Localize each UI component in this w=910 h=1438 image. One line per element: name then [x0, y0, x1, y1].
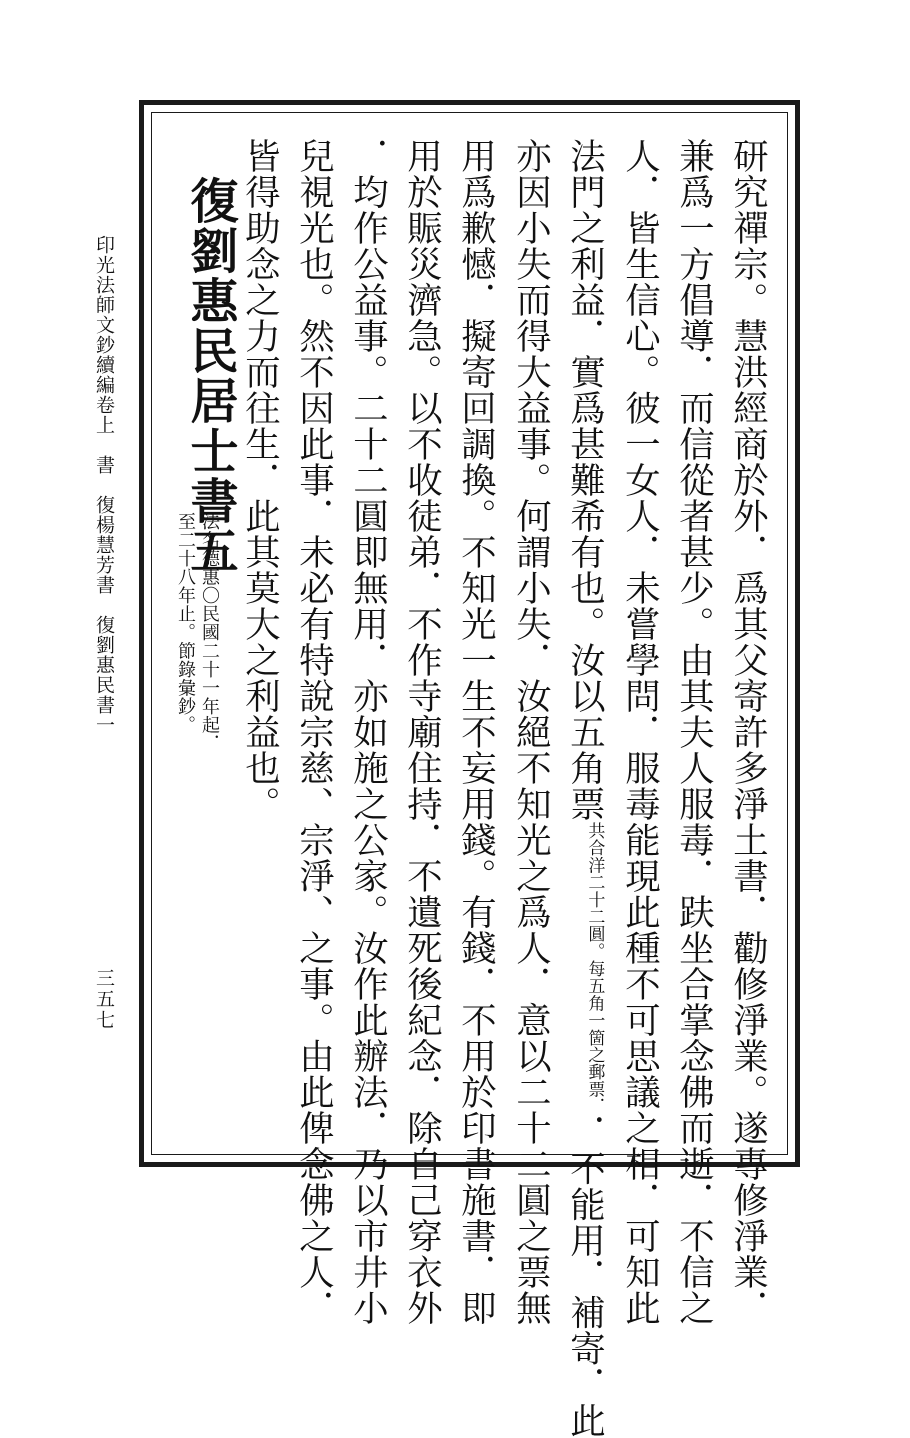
running-head: 印光法師文鈔續編卷上 書 復楊慧芳書 復劉惠民書一 [93, 235, 115, 735]
body-line-4 [564, 138, 606, 1438]
body-line-2: 兼爲一方倡導．而信從者甚少。由其夫人服毒．趺坐合掌念佛而逝．不信之 [673, 138, 715, 1326]
letter-title: 復劉惠民居士書五 [182, 176, 238, 576]
body-line-10: 皆得助念之力而往生．此其莫大之利益也。 [239, 138, 281, 822]
body-line-4-tail: ．不能用．補寄．此 [564, 1114, 606, 1438]
page-number: 三五七 [93, 968, 115, 1031]
body-line-4-head: 法門之利益．實爲甚難希有也。汝以五角票 [564, 138, 606, 822]
body-line-6: 用爲歉憾．擬寄回調換。不知光一生不妄用錢。有錢．不用於印書施書．即 [455, 138, 497, 1326]
body-line-7: 用於賑災濟急。以不收徒弟．不作寺廟住持．不遺死後紀念．除自己穿衣外 [401, 138, 443, 1326]
inline-annotation-right: 每五角一箇之郵票． [584, 959, 605, 1115]
letter-note-line-2: 至二十八年止。節錄彙鈔。 [175, 512, 196, 734]
body-line-5: 亦因小失而得大益事。何謂小失．汝絕不知光之爲人．意以二十二圓之票無 [510, 138, 552, 1326]
body-line-1: 研究禪宗。慧洪經商於外．爲其父寄許多淨土書．勸修淨業。遂專修淨業． [727, 138, 769, 1326]
body-line-3: 人．皆生信心。彼一女人．未嘗學問．服毒能現此種不可思議之相．可知此 [619, 138, 661, 1326]
body-line-9: 兒視光也。然不因此事．未必有特說宗慈、宗淨、之事。由此俾念佛之人． [293, 138, 335, 1326]
letter-note-line-1: 法名德惠〇民國二十一年起． [199, 512, 220, 753]
inline-annotation [584, 822, 605, 1115]
body-line-8: ．均作公益事。二十二圓即無用．亦如施之公家。汝作此辦法．乃以市井小 [347, 138, 389, 1326]
inline-annotation-left: 共合洋二十二圓。 [584, 822, 605, 960]
